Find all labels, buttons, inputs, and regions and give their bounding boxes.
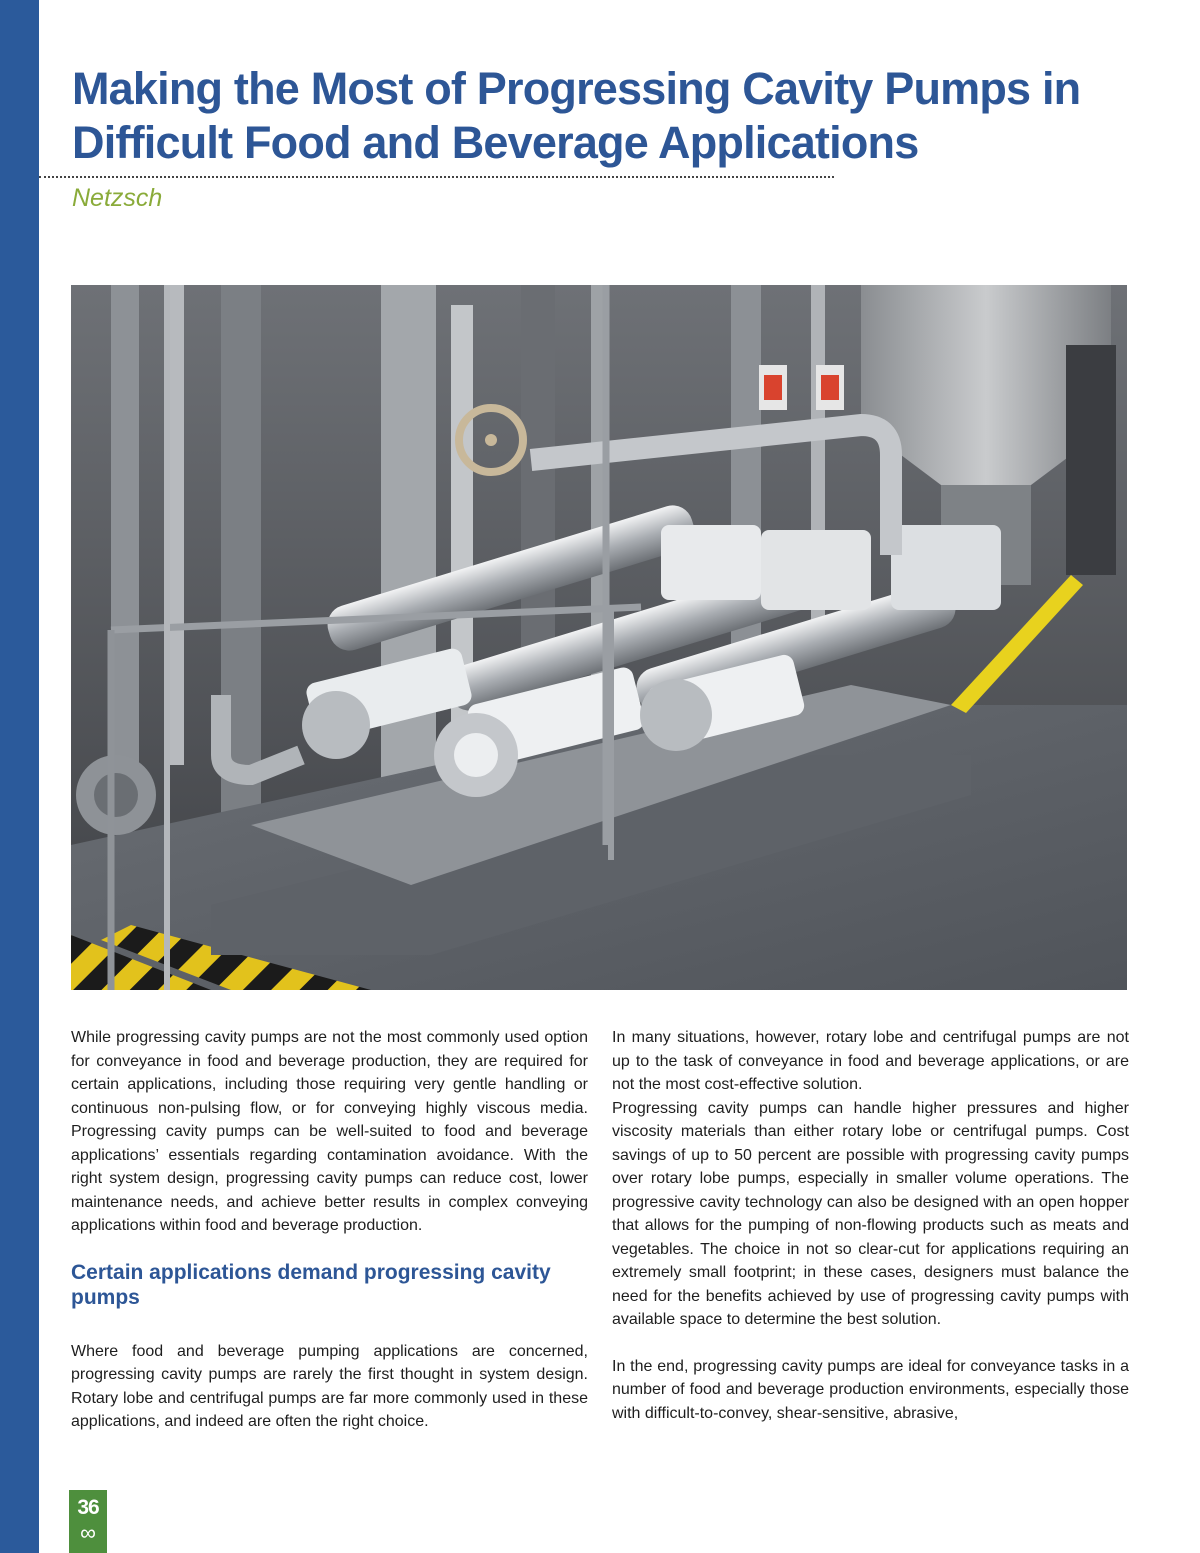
section-subheading: Certain applications demand progressing cavity pumps (71, 1260, 551, 1309)
article-title: Making the Most of Progressing Cavity Pumps in Difficult Food and Beverage Applications (72, 63, 1081, 168)
pump-photo-illustration (71, 285, 1127, 990)
photo-industrial-pumps (71, 285, 1127, 990)
left-accent-bar (0, 0, 39, 1553)
page-number: 36 (77, 1496, 99, 1519)
title-divider (39, 176, 834, 178)
paragraph-spacer (612, 1332, 1129, 1355)
paragraph-applications: Where food and beverage pumping applications are concerned, progressing cavity pumps are rarely the first thought in system design. Rotary lobe and centrifugal pumps are far more commonly used in these applications, and indeed are often the right choice. (71, 1342, 588, 1430)
body-column-left (71, 1026, 588, 1434)
paragraph-intro: While progressing cavity pumps are not the most commonly used option for conveyance in food and beverage production, they are required for certain applications, including those requiring very gentle handling or continuous non-pulsing flow, or for conveying highly viscous media. Progressing cavity pumps can be well-suited to food and beverage applications’ essentials regarding contamination avoidance. With the right system design, progressing cavity pumps can reduce cost, lower maintenance needs, and achieve better results in complex conveying applications within food and beverage production. (71, 1029, 588, 1234)
paragraph-pressures: Progressing cavity pumps can handle higher pressures and higher viscosity materials than either rotary lobe or centrifugal pumps. Cost savings of up to 50 percent are possible with progressing cavity pumps over rotary lobe pumps, especially in smaller volume operations. The progressive cavity technology can also be designed with an open hopper that allows for the pumping of non-flowing products such as meats and vegetables. The choice in not so clear-cut for applications requiring an extremely small footprint; in these cases, designers must balance the need for the benefits achieved by use of progressing cavity pumps with available space to determine the best solution. (612, 1099, 1129, 1328)
paragraph-conclusion: In the end, progressing cavity pumps are ideal for conveyance tasks in a number of food and beverage production environments, especially those with difficult-to-convey, shear-sensitive, abrasive, (612, 1357, 1129, 1422)
page-number-badge (69, 1490, 107, 1553)
infinity-icon: ∞ (80, 1520, 96, 1545)
paragraph-situations: In many situations, however, rotary lobe and centrifugal pumps are not up to the task of conveyance in food and beverage applications, or are not the most cost-effective solution. (612, 1029, 1129, 1093)
article-byline: Netzsch (72, 184, 163, 212)
body-column-right (612, 1026, 1129, 1425)
